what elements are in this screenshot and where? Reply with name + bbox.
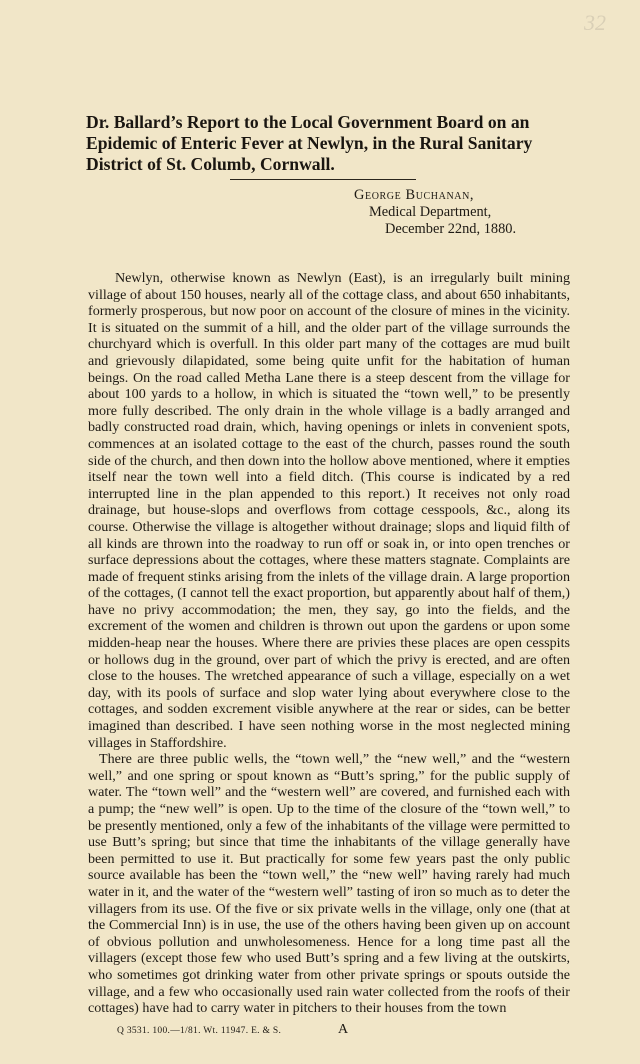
title-divider [230, 179, 416, 180]
printer-imprint: Q 3531. 100.—1/81. Wt. 11947. E. & S. [117, 1026, 282, 1036]
body-paragraph: There are three public wells, the “town well,” the “new well,” and the “western well,” and one spring or spout known as “Butt’s spring,” for the public supply of water. The “town well” and the “western well” are covered, and furnished each with a pump; the “new well” is open. Up to the time of the closure of the “town well,” to be presently mentioned, only a few of the inhabitants of the village were permitted to use Butt’s spring; but since that time the inhabitants of the village generally have been permitted to use it. But practically for some few years past the only public source available has been the “town well,” the “new well” having rarely had much water in it, and the water of the “western well” tasting of iron so much as to deter the villagers from its use. Of the five or six private wells in the village, only one (that at the Commercial Inn) is in use, the use of the others having been given up on account of obvious pollution and unwholesomeness. Hence for a long time past all the villagers (except those few who used Butt’s spring and a few living at the outskirts, who sometimes got drinking water from other private springs or spouts outside the village, and a few who occasionally used rain water collected from the roofs of their cottages) have had to carry water in pitchers to their houses from the town [88, 751, 570, 1017]
report-title: Dr. Ballard’s Report to the Local Government Board on an Epidemic of Enteric Fever at Newlyn, in the Rural Sanitary District of St. Columb, Cornwall. [86, 112, 533, 174]
signature-department: Medical Department, [369, 204, 492, 220]
report-body [88, 270, 570, 1017]
signature-letter: A [338, 1022, 349, 1037]
signature-date: December 22nd, 1880. [385, 221, 517, 237]
printer-imprint-footer [117, 1022, 417, 1037]
body-paragraph: Newlyn, otherwise known as Newlyn (East), is an irregularly built mining village of about 150 houses, nearly all of the cottage class, and about 650 inhabitants, formerly prosperous, but now poor on account of the closure of mines in the vicinity. It is situated on the summit of a hill, and the older part of the village surrounds the churchyard which is overfull. In this older part many of the cottages are mud built and grievously dilapidated, some being quite unfit for the habitation of human beings. On the road called Metha Lane there is a steep descent from the village for about 100 yards to a hollow, in which is situated the “town well,” to be presently more fully described. The only drain in the whole village is a badly arranged and badly constructed road drain, which, having openings or inlets in convenient spots, commences at an isolated cottage to the east of the church, passes round the south side of the church, and then down into the hollow above mentioned, where it empties itself near the town well into a field ditch. (This course is indicated by a red interrupted line in the plan appended to this report.) It receives not only road drainage, but house-slops and overflows from cottage cesspools, &c., along its course. Otherwise the village is altogether without drainage; slops and liquid filth of all kinds are thrown into the roadway to run off or soak in, or into open trenches or surface depressions about the cottages, where these matters stagnate. Complaints are made of frequent stinks arising from the inlets of the village drain. A large proportion of the cottages, (I cannot tell the exact proportion, but apparently about half of them,) have no privy accommodation; the men, they say, go into the fields, and the excrement of the women and children is thrown out upon the gardens or upon some midden-heap near the houses. Where there are privies these places are open cesspits or hollows dug in the ground, over part of which the privy is erected, and are often close to the houses. The wretched appearance of such a village, especially on a wet day, with its pools of surface and slop water lying about everywhere close to the cottages, and sodden excrement visible anywhere at the rear or sides, can be better imagined than described. I have seen nothing worse in the most neglected mining villages in Staffordshire. [88, 270, 570, 751]
signature-name: George Buchanan, [354, 187, 475, 203]
pencil-page-mark: 32 [584, 10, 606, 35]
signature-block [354, 187, 516, 238]
